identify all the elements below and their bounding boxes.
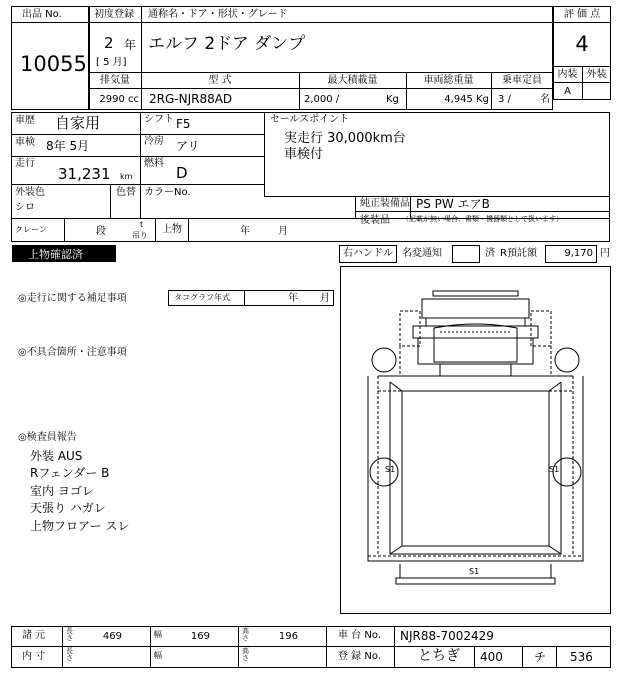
driving-notes-title: ◎走行に関する補足事項 bbox=[18, 293, 127, 304]
crane-label: クレーン bbox=[15, 225, 47, 234]
inspector-line-5: 上物フロアー スレ bbox=[30, 519, 130, 533]
inspector-line-2: Rフェンダー B bbox=[30, 466, 110, 480]
name-label: 通称名・ドア・形状・グレード bbox=[148, 9, 288, 20]
gvw-value: 4,945 Kg bbox=[444, 94, 489, 105]
upper-month: 月 bbox=[278, 226, 288, 237]
chassis-label: 車 台 No. bbox=[338, 630, 381, 641]
color-label: 外装色 bbox=[15, 187, 45, 198]
len-label: 長さ bbox=[66, 627, 73, 642]
sales-label: セールスポイント bbox=[270, 114, 350, 125]
inspection-label: 車検 bbox=[15, 137, 35, 148]
mileage-value: 31,231 bbox=[58, 165, 111, 183]
lot-label: 出品 No. bbox=[22, 9, 62, 20]
upper-confirm-text: 上物確認済 bbox=[28, 248, 83, 261]
crane-hang: 吊り bbox=[132, 231, 148, 240]
ac-value: アリ bbox=[176, 139, 200, 153]
lot-number: 10055 bbox=[20, 52, 87, 76]
displacement-value: 2990 cc bbox=[99, 94, 139, 105]
mileage-label: 走行 bbox=[15, 158, 35, 169]
equip-label: 純正装備品 bbox=[360, 198, 410, 209]
interior-label: 内装 bbox=[557, 69, 578, 80]
inspection-value: 8年 5月 bbox=[46, 139, 90, 153]
recycle-mark: 済 bbox=[485, 248, 495, 259]
rhd-label: 右ハンドル bbox=[343, 248, 393, 259]
shift-value: F5 bbox=[176, 117, 191, 131]
first-reg-label: 初度登録 bbox=[94, 9, 134, 20]
crane-dan: 段 bbox=[96, 226, 106, 237]
reg-label: 登 録 No. bbox=[338, 651, 381, 662]
len-label-2: 長さ bbox=[66, 647, 73, 662]
color-value: シロ bbox=[15, 202, 35, 213]
car-name: エルフ 2ドア ダンプ bbox=[148, 34, 306, 54]
maxload-unit: Kg bbox=[386, 94, 399, 105]
tacho-year: 年 bbox=[288, 293, 298, 304]
reg-year-unit: 年 bbox=[124, 38, 137, 52]
width-value: 169 bbox=[190, 631, 210, 642]
shift-label: シフト bbox=[144, 114, 174, 125]
color-change-label: 色替 bbox=[116, 187, 136, 198]
fuel-label: 燃料 bbox=[144, 158, 164, 169]
reg-class: 400 bbox=[480, 650, 503, 664]
truck-diagram bbox=[340, 266, 611, 614]
reg-area: とちぎ bbox=[418, 648, 460, 664]
wid-label-2: 幅 bbox=[154, 651, 162, 660]
score-label: 評 価 点 bbox=[563, 9, 601, 20]
capacity-unit: 名 bbox=[540, 94, 550, 105]
upper-label: 上物 bbox=[162, 224, 182, 235]
mileage-unit: km bbox=[120, 172, 133, 181]
exterior-label: 外装 bbox=[586, 69, 607, 80]
displacement-label: 排気量 bbox=[100, 75, 130, 86]
length-value: 469 bbox=[102, 631, 122, 642]
recycle-unit: 円 bbox=[600, 248, 610, 259]
sales-line-1: 実走行 30,000km台 bbox=[284, 131, 406, 146]
ac-label: 冷房 bbox=[144, 136, 164, 147]
chassis-value: NJR88-7002429 bbox=[400, 629, 494, 643]
inspector-line-4: 天張り ハガレ bbox=[30, 501, 106, 515]
maxload-label: 最大積載量 bbox=[327, 75, 378, 86]
hgt-label: 高さ bbox=[242, 627, 249, 642]
wid-label: 幅 bbox=[154, 630, 162, 639]
height-value: 196 bbox=[278, 631, 298, 642]
cab-outline bbox=[378, 291, 573, 376]
reg-year: 2 bbox=[104, 34, 114, 52]
damage-mark-left: S1 bbox=[385, 465, 396, 474]
spec-label: 諸 元 bbox=[22, 630, 46, 641]
tacho-month: 月 bbox=[320, 293, 330, 304]
reg-number: 536 bbox=[570, 650, 593, 664]
name-change-label: 名変通知 bbox=[402, 248, 442, 259]
color-no-label: カラーNo. bbox=[144, 187, 191, 198]
history-label: 車歴 bbox=[15, 115, 35, 126]
crane-t: t bbox=[140, 220, 144, 229]
hgt-label-2: 高さ bbox=[242, 647, 249, 662]
inspector-line-3: 室内 ヨゴレ bbox=[30, 484, 94, 498]
maxload-value: 2,000 / bbox=[304, 94, 340, 105]
recycle-label: R預託額 bbox=[500, 248, 537, 259]
dump-bed-outline bbox=[368, 376, 583, 584]
recycle-amount: 9,170 bbox=[564, 248, 593, 259]
history-value: 自家用 bbox=[55, 114, 101, 132]
sales-line-2: 車検付 bbox=[284, 147, 324, 162]
damage-mark-right: S1 bbox=[549, 465, 560, 474]
capacity-label: 乗車定員 bbox=[502, 75, 542, 86]
upper-year: 年 bbox=[240, 226, 250, 237]
tacho-label: タコグラフ年式 bbox=[174, 293, 230, 302]
capacity-value: 3 / bbox=[498, 94, 511, 105]
model-label: 型 式 bbox=[208, 75, 232, 86]
damage-mark-rear: S1 bbox=[469, 567, 480, 576]
score-value: 4 bbox=[575, 32, 589, 56]
equip-value: PS PW エアB bbox=[416, 197, 490, 211]
inspector-line-1: 外装 AUS bbox=[30, 449, 83, 463]
aftermarket-note: （記載が無い場合、書類・機器類として扱います） bbox=[402, 215, 563, 223]
interior-grade: A bbox=[564, 86, 571, 97]
model-value: 2RG-NJR88AD bbox=[149, 92, 233, 106]
name-change-box bbox=[452, 245, 480, 263]
defects-title: ◎不具合箇所・注意事項 bbox=[18, 347, 127, 358]
fuel-value: D bbox=[176, 164, 188, 182]
reg-kana: チ bbox=[534, 650, 547, 664]
gvw-label: 車両総重量 bbox=[423, 75, 474, 86]
size-label: 内 寸 bbox=[22, 651, 46, 662]
aftermarket-label: 後装品 bbox=[360, 215, 390, 226]
reg-month: [ 5 月] bbox=[96, 57, 127, 68]
inspector-title: ◎検査員報告 bbox=[18, 432, 77, 443]
